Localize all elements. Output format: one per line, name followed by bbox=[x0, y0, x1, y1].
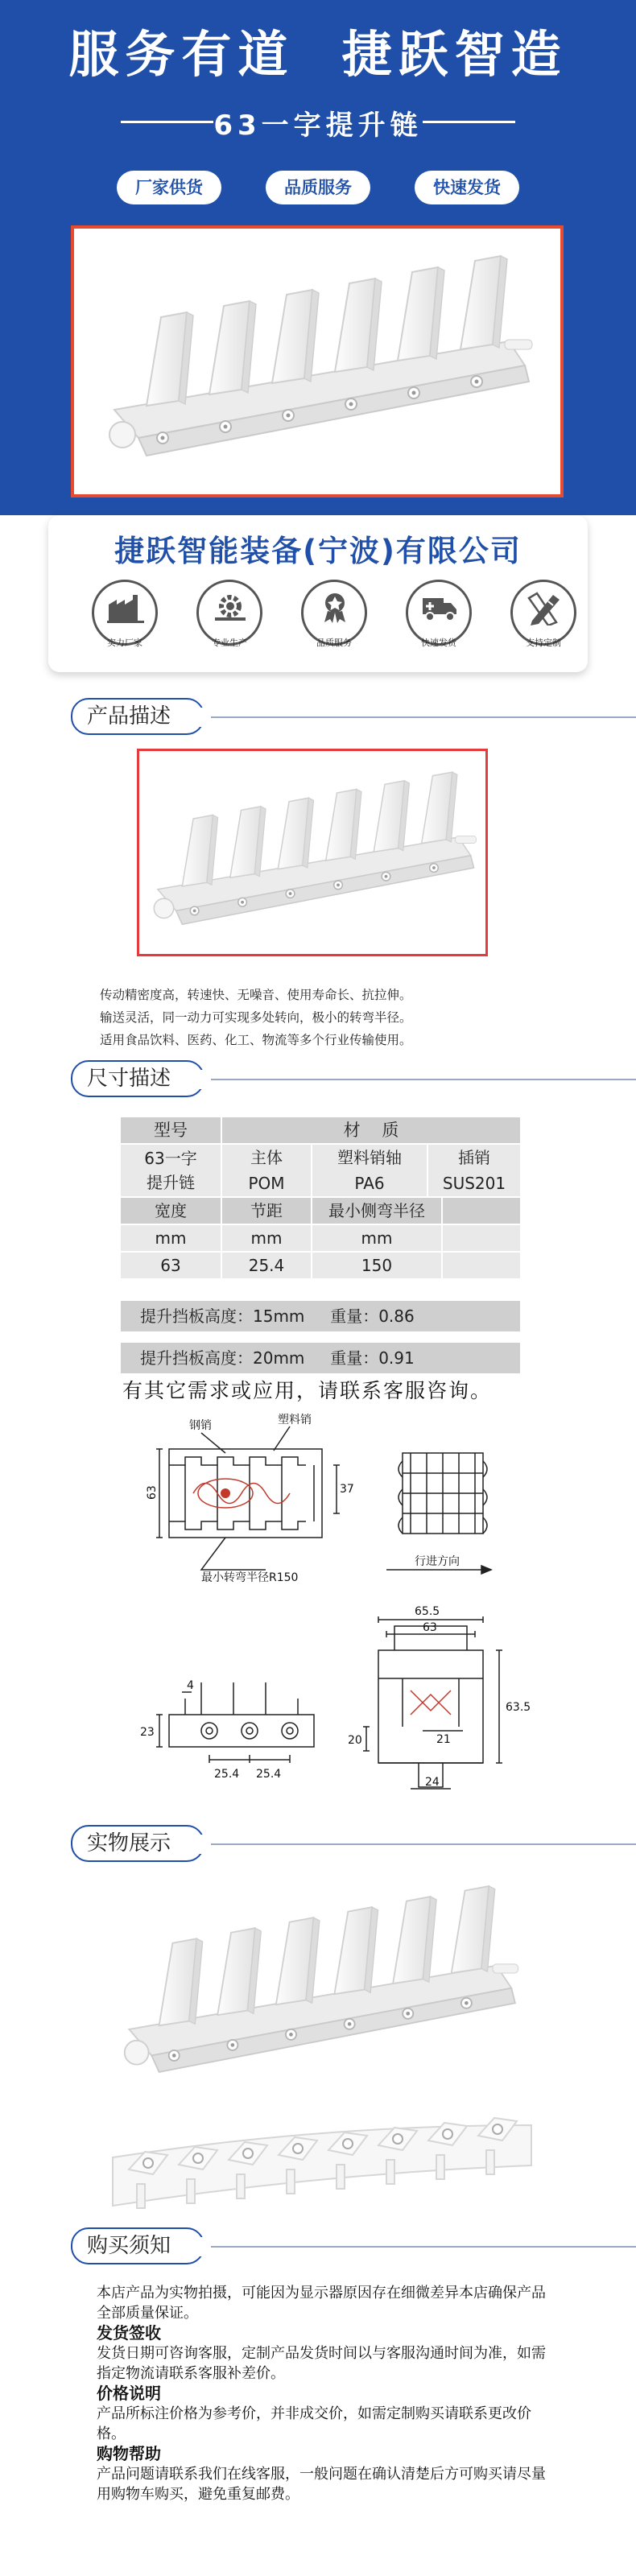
section-divider bbox=[145, 1079, 636, 1080]
under-chain-tab bbox=[237, 2174, 245, 2198]
dim-23: 23 bbox=[140, 1726, 155, 1739]
under-chain-tab bbox=[486, 2150, 494, 2174]
spec-pin-material: PA6 bbox=[312, 1170, 427, 1196]
chain-pin bbox=[287, 414, 291, 418]
notes-intro: 本店产品为实物拍摄，可能因为显示器原因存在细微差异本店确保产品全部质量保证。 bbox=[97, 2285, 546, 2322]
under-chain-hole bbox=[443, 2129, 452, 2139]
description-line: 传动精密度高，转速快、无噪音、使用寿命长、抗拉伸。 bbox=[100, 988, 412, 1002]
dim-4: 4 bbox=[187, 1679, 194, 1692]
hero-product-frame bbox=[71, 225, 564, 497]
tag-factory-supply: 厂家供货 bbox=[117, 171, 221, 204]
dim-63-5: 63.5 bbox=[506, 1701, 531, 1714]
notes-shipping: 发货日期可咨询客服，定制产品发货时间以与客服沟通时间为准，如需指定物流请联系客服补差价。 bbox=[97, 2345, 546, 2382]
chain-pin bbox=[172, 2054, 176, 2058]
chain-pin bbox=[465, 2001, 469, 2005]
spec-header-radius: 最小侧弯半径 bbox=[312, 1198, 441, 1224]
under-chain-tab bbox=[187, 2179, 195, 2203]
spec-header-row bbox=[121, 1117, 520, 1143]
under-chain-hole bbox=[343, 2139, 353, 2149]
tag-quality-service: 品质服务 bbox=[266, 171, 370, 204]
under-chain-hole bbox=[393, 2134, 403, 2144]
under-chain-hole bbox=[293, 2144, 303, 2153]
hero-chain-image bbox=[90, 245, 544, 478]
spec-header-pitch: 节距 bbox=[222, 1198, 311, 1224]
dim-21: 21 bbox=[436, 1733, 451, 1746]
spec-insert-material: SUS201 bbox=[428, 1170, 520, 1196]
feature-label: 品质服务 bbox=[316, 638, 352, 648]
spec-body-material: POM bbox=[222, 1170, 311, 1196]
under-chain-hole bbox=[493, 2124, 502, 2134]
notes-heading-shipping: 发货签收 bbox=[97, 2323, 161, 2343]
spec-header-material: 材 质 bbox=[222, 1117, 520, 1143]
label-steel-pin: 钢销 bbox=[189, 1419, 212, 1432]
spec-header-width: 宽度 bbox=[121, 1198, 221, 1224]
chain-pin bbox=[349, 402, 353, 407]
spec-unit: mm bbox=[312, 1225, 441, 1251]
chain-pin bbox=[231, 2043, 235, 2047]
notes-heading-help: 购物帮助 bbox=[97, 2444, 161, 2463]
section-divider bbox=[145, 716, 636, 718]
feature-fast-shipping bbox=[394, 580, 483, 668]
chain-end-knuckle bbox=[109, 422, 135, 448]
dim-20: 20 bbox=[348, 1734, 362, 1747]
description-line: 适用食品饮料、医药、化工、物流等多个行业传输使用。 bbox=[100, 1033, 412, 1047]
company-name: 捷跃智能装备(宁波)有限公司 bbox=[114, 534, 522, 568]
section-title-dimensions: 尺寸描述 bbox=[71, 1060, 204, 1097]
spec-flight-15: 提升挡板高度：15mm 重量：0.86 bbox=[121, 1301, 520, 1331]
feature-label: 实力厂家 bbox=[107, 638, 142, 648]
top-banner bbox=[0, 0, 636, 515]
spec-material-row bbox=[121, 1145, 520, 1196]
spec-empty bbox=[443, 1253, 520, 1278]
spec-model-line2: 提升链 bbox=[147, 1173, 195, 1192]
under-chain-body bbox=[113, 2125, 531, 2206]
label-direction: 行进方向 bbox=[415, 1555, 460, 1568]
section-divider bbox=[145, 2246, 636, 2248]
label-plastic-pin: 塑料销 bbox=[278, 1414, 312, 1426]
chain-end-pin bbox=[505, 340, 532, 349]
notes-price: 产品所标注价格为参考价，并非成交价，如需定制购买请联系更改价格。 bbox=[97, 2405, 531, 2442]
product-title: 63一字提升链 bbox=[213, 109, 423, 142]
dim-63: 63 bbox=[146, 1485, 159, 1500]
under-chain-tab bbox=[386, 2160, 394, 2184]
chain-pin bbox=[337, 884, 340, 887]
chain-pin bbox=[385, 875, 388, 878]
photo-chain-underside bbox=[105, 2093, 539, 2238]
chain-pin bbox=[289, 892, 292, 895]
chain-pin bbox=[475, 380, 479, 384]
spec-pitch-value: 25.4 bbox=[222, 1253, 311, 1278]
section-title-purchase: 购买须知 bbox=[71, 2227, 204, 2264]
spec-value-row bbox=[121, 1253, 520, 1278]
notes-heading-price: 价格说明 bbox=[97, 2384, 161, 2403]
company-card bbox=[48, 515, 588, 672]
label-min-radius: 最小转弯半径R150 bbox=[201, 1571, 299, 1584]
tag-fast-delivery: 快速发货 bbox=[415, 171, 519, 204]
chain-pin bbox=[348, 2022, 352, 2026]
chain-pin bbox=[412, 391, 416, 395]
feature-label: 支持定制 bbox=[526, 638, 561, 648]
spec-flight-20: 提升挡板高度：20mm 重量：0.91 bbox=[121, 1343, 520, 1373]
feature-label: 专业生产 bbox=[212, 638, 247, 648]
dim-65-5: 65.5 bbox=[415, 1605, 440, 1618]
spec-model: 63一字 bbox=[144, 1149, 197, 1168]
under-chain-hole bbox=[193, 2153, 203, 2163]
chain-end-knuckle bbox=[154, 898, 173, 918]
photo-chain-front bbox=[93, 1876, 543, 2093]
chain-pin bbox=[161, 436, 165, 440]
under-chain-tab bbox=[436, 2155, 444, 2179]
description-line: 输送灵活，同一动力可实现多处转向，极小的转弯半径。 bbox=[100, 1010, 412, 1025]
under-chain-tab bbox=[287, 2169, 295, 2194]
spec-pin-label: 塑料销轴 bbox=[312, 1145, 427, 1170]
chain-pin bbox=[193, 910, 196, 913]
feature-professional-production bbox=[185, 580, 274, 668]
contact-note: 有其它需求或应用，请联系客服咨询。 bbox=[122, 1379, 493, 1402]
section-title-showcase: 实物展示 bbox=[71, 1825, 204, 1862]
under-chain-hole bbox=[243, 2149, 253, 2158]
chain-end-pin bbox=[493, 1964, 518, 1973]
feature-quality-service bbox=[290, 580, 378, 668]
feature-strong-factory bbox=[81, 580, 169, 668]
under-chain-tab bbox=[137, 2184, 145, 2208]
section-divider bbox=[145, 1843, 636, 1845]
notes-help: 产品问题请联系我们在线客服，一般问题在确认清楚后方可购买请尽量用购物车购买，避免重复邮费。 bbox=[97, 2466, 546, 2503]
spec-radius-value: 150 bbox=[312, 1253, 441, 1278]
spec-empty bbox=[443, 1225, 520, 1251]
top-view-drawing bbox=[137, 1409, 588, 1586]
spec-body-label: 主体 bbox=[222, 1145, 311, 1170]
chain-pin bbox=[224, 425, 228, 429]
feature-label: 快速发货 bbox=[421, 638, 456, 648]
spec-dim-header-row bbox=[121, 1198, 520, 1224]
dim-37: 37 bbox=[340, 1483, 354, 1496]
dim-63-top: 63 bbox=[423, 1621, 437, 1634]
purchase-notes bbox=[97, 2283, 547, 2504]
spec-unit-row bbox=[121, 1225, 520, 1251]
dim-24: 24 bbox=[425, 1776, 440, 1789]
description-chain-image bbox=[139, 751, 485, 954]
chain-end-pin bbox=[456, 836, 477, 843]
chain-pin bbox=[432, 866, 436, 869]
dim-25-4-a: 25.4 bbox=[214, 1768, 240, 1781]
spec-flight-row-2 bbox=[121, 1343, 520, 1373]
under-chain-tab bbox=[337, 2165, 345, 2189]
dim-25-4-b: 25.4 bbox=[256, 1768, 282, 1781]
description-text bbox=[100, 984, 551, 1051]
description-product-frame bbox=[137, 749, 488, 956]
chain-pin bbox=[406, 2012, 410, 2016]
feature-customization bbox=[499, 580, 588, 668]
spec-insert-label: 插销 bbox=[428, 1145, 520, 1170]
spec-unit: mm bbox=[222, 1225, 311, 1251]
chain-pin bbox=[289, 2033, 293, 2037]
spec-header-model: 型号 bbox=[121, 1117, 221, 1143]
spec-unit: mm bbox=[121, 1225, 221, 1251]
section-view-drawing bbox=[137, 1602, 588, 1795]
under-chain-hole bbox=[143, 2158, 153, 2168]
spec-width-value: 63 bbox=[121, 1253, 221, 1278]
chain-pin bbox=[241, 901, 244, 904]
spec-flight-row-1 bbox=[121, 1301, 520, 1331]
slogan: 服务有道 捷跃智造 bbox=[68, 25, 568, 84]
chain-end-knuckle bbox=[125, 2041, 149, 2065]
section-title-description: 产品描述 bbox=[71, 698, 204, 735]
spec-model-cell bbox=[121, 1145, 221, 1196]
spec-empty bbox=[443, 1198, 520, 1224]
